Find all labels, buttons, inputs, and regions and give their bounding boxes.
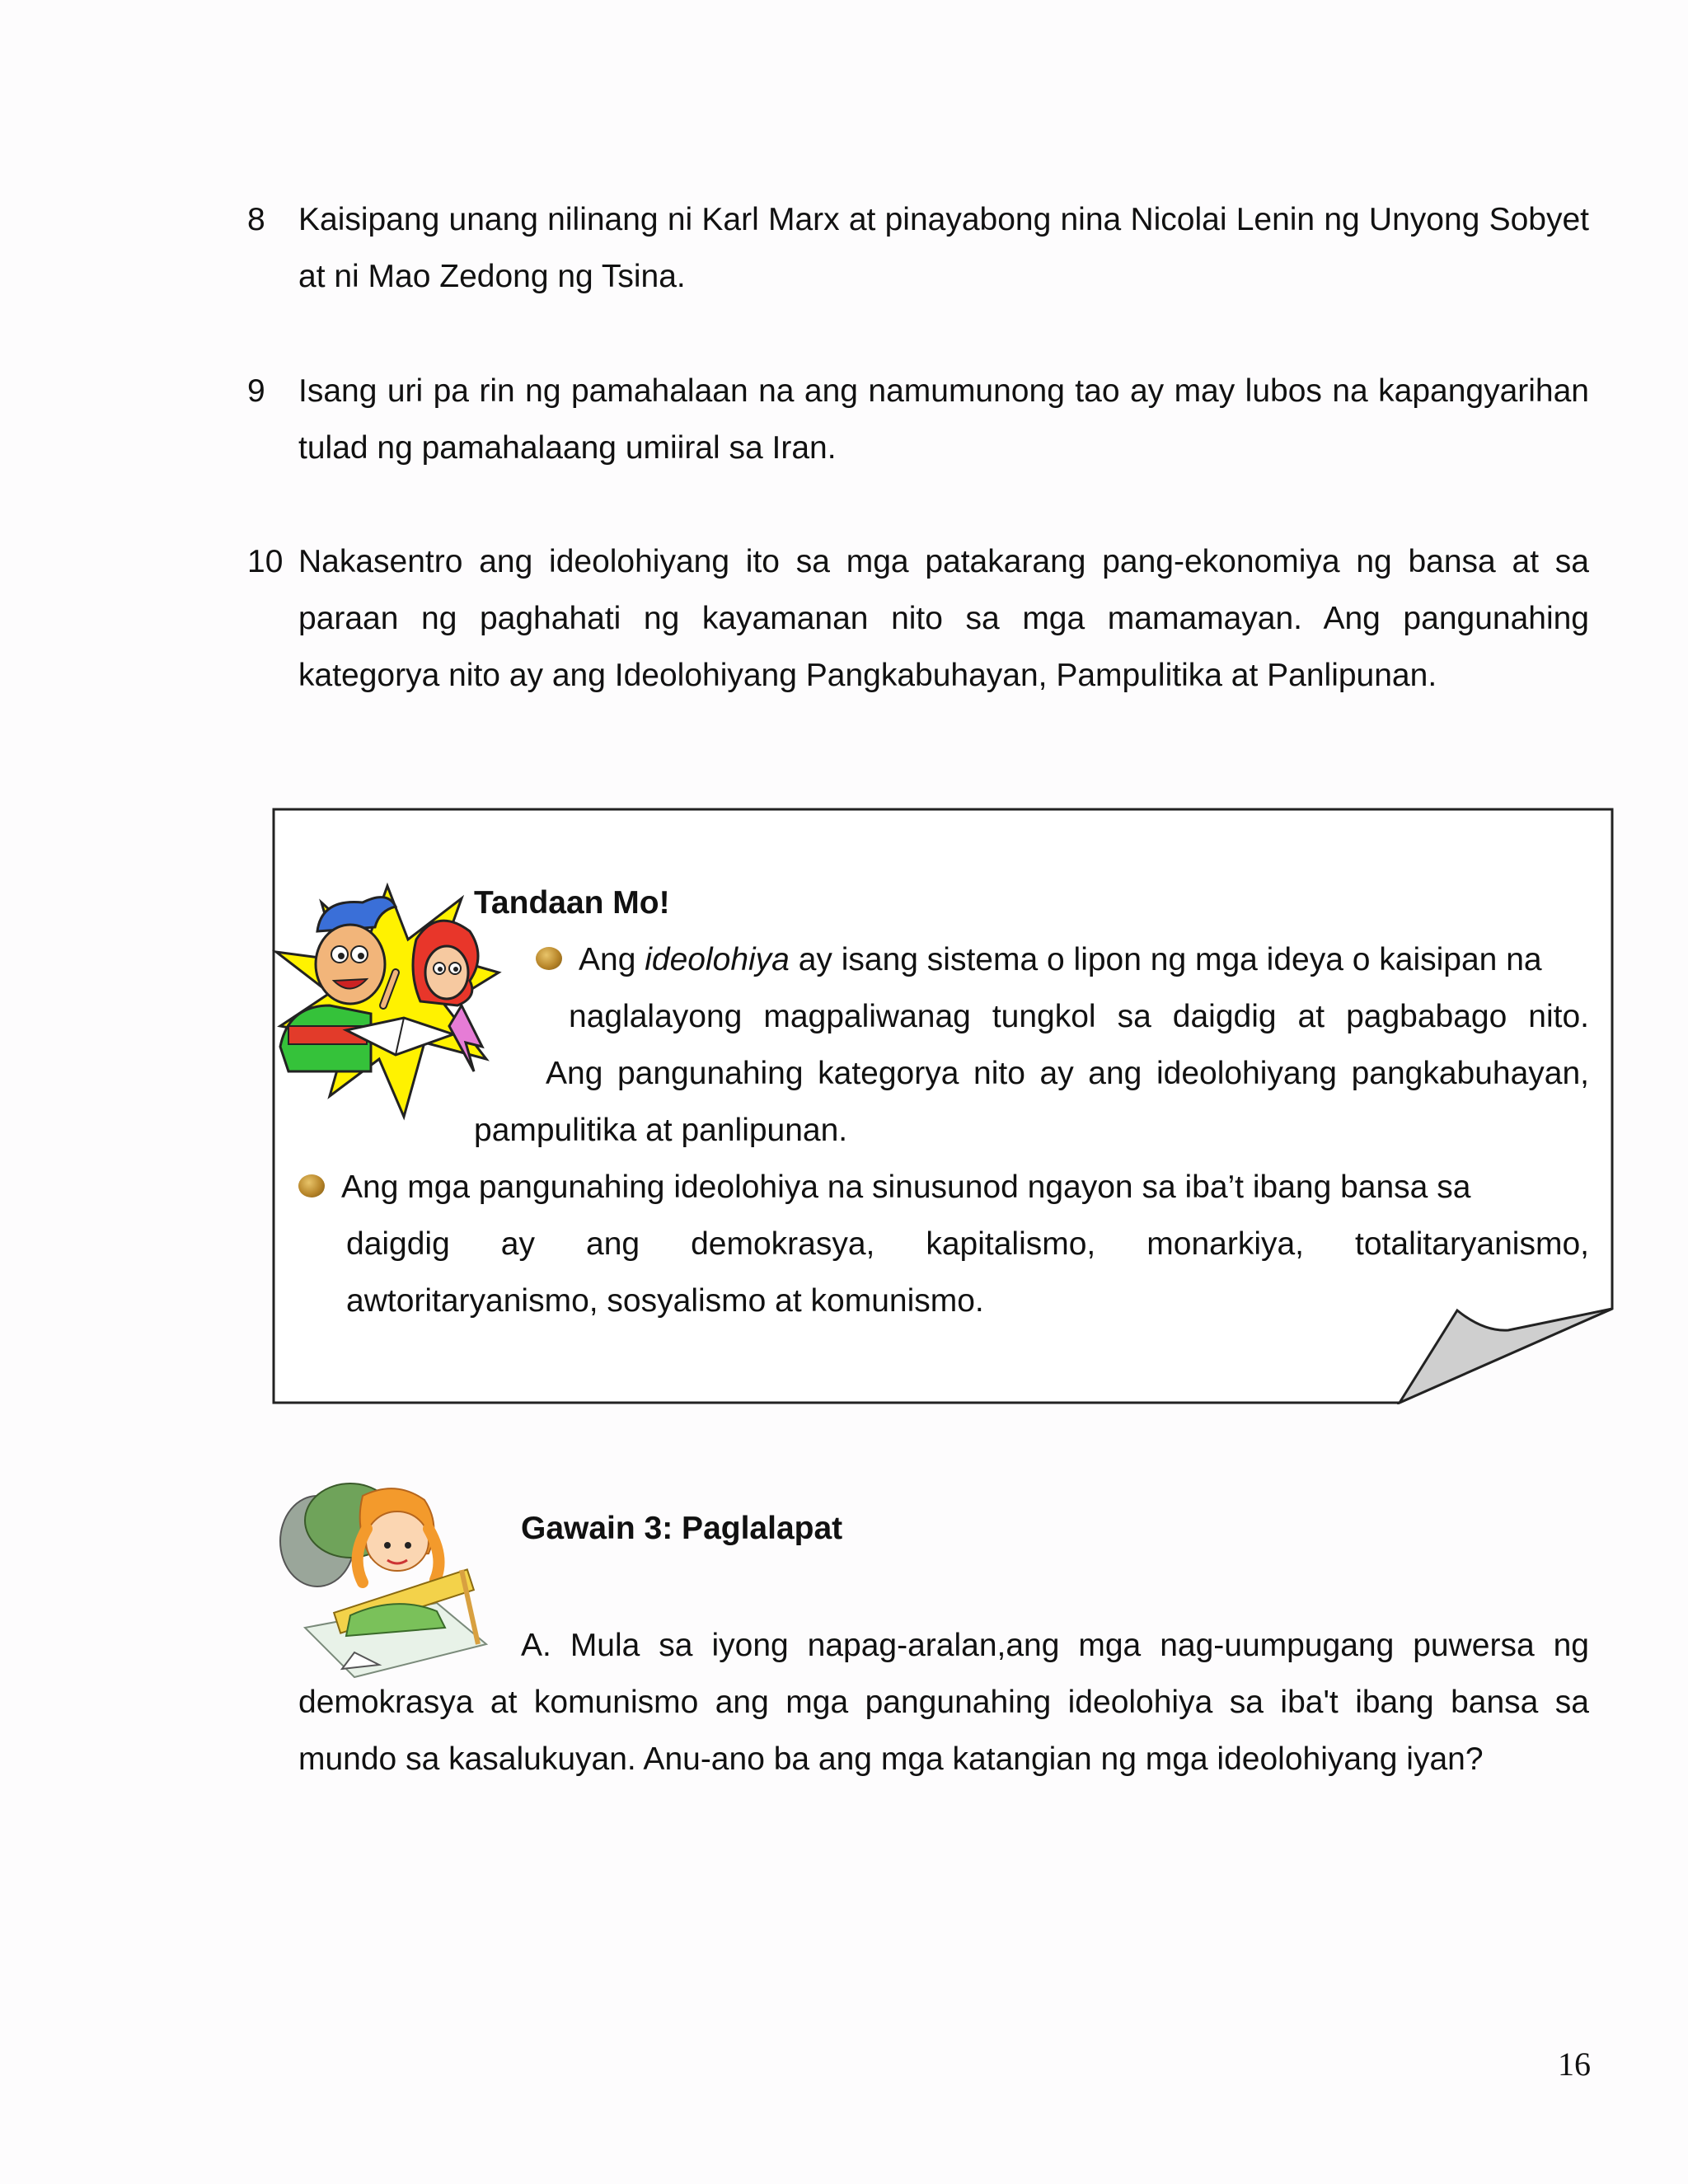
- activity-line-1: A. Mula sa iyong napag-aralan,ang mga nag-uumpugang puwersa ng: [521, 1628, 1589, 1663]
- reminder-bullet-1-line-1: Ang ideolohiya ay isang sistema o lipon ng mga ideya o kaisipan na: [536, 931, 1589, 988]
- item-text: Kaisipang unang nilinang ni Karl Marx at pinayabong nina Nicolai Lenin ng Unyong Sobyet at ni Mao Zedong ng Tsina.: [298, 202, 1589, 294]
- item-number: 8: [247, 202, 265, 237]
- reminder-bullet-2-line-3: awtoritaryanismo, sosyalismo at komunismo.: [346, 1283, 984, 1319]
- page-number: 16: [1558, 2046, 1591, 2083]
- kids-reading-clipart: [272, 882, 503, 1121]
- item-number: 10: [247, 544, 284, 579]
- item-text: Isang uri pa rin ng pamahalaan na ang namumunong tao ay may lubos na kapangyarihan tulad ng pamahalaang umiiral sa Iran.: [298, 373, 1589, 466]
- term-ideolohiya: ideolohiya: [645, 942, 790, 977]
- item-number: 9: [247, 373, 265, 409]
- reminder-bullet-1-line-3: Ang pangunahing kategorya nito ay ang ideolohiyang pangkabuhayan,: [546, 1056, 1589, 1091]
- activity-title: Gawain 3: Paglalapat: [521, 1511, 843, 1546]
- bullet-icon: [536, 947, 562, 970]
- bullet-icon: [298, 1174, 325, 1197]
- reminder-title: Tandaan Mo!: [474, 885, 670, 921]
- girl-drawing-clipart: [272, 1479, 503, 1681]
- reminder-bullet-1-line-2: naglalayong magpaliwanag tungkol sa daigdig at pagbabago nito.: [569, 999, 1589, 1034]
- list-item-8: [247, 191, 1589, 305]
- reminder-bullet-2-line-1: Ang mga pangunahing ideolohiya na sinusunod ngayon sa iba’t ibang bansa sa: [298, 1159, 1589, 1216]
- list-item-9: [247, 363, 1589, 476]
- item-text: Nakasentro ang ideolohiyang ito sa mga patakarang pang-ekonomiya ng bansa at sa paraan ng paghahati ng kayamanan nito sa mga mamamayan. Ang pangunahing kategorya nito ay ang Ideolohiyang Pangkabuhayan, Pampulitika at Panlipunan.: [298, 544, 1589, 693]
- list-item-10: [247, 533, 1589, 704]
- reminder-bullet-2-line-2: daigdig ay ang demokrasya, kapitalismo, monarkiya, totalitaryanismo,: [346, 1226, 1589, 1262]
- activity-line-3: mundo sa kasalukuyan. Anu-ano ba ang mga katangian ng mga ideolohiyang iyan?: [298, 1741, 1484, 1777]
- activity-line-2: demokrasya at komunismo ang mga pangunahing ideolohiya sa iba't ibang bansa sa: [298, 1685, 1589, 1720]
- reminder-bullet-1-line-4: pampulitika at panlipunan.: [474, 1113, 848, 1148]
